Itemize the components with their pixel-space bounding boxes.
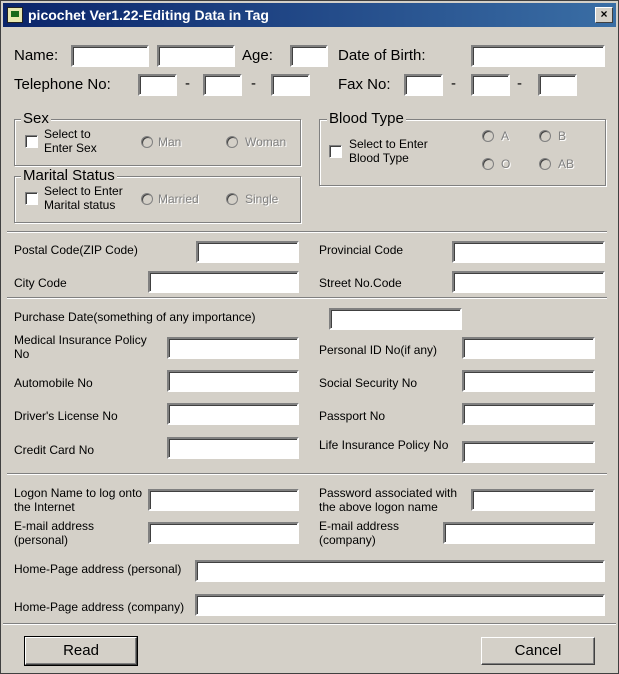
blood-b-radio[interactable] [539,130,551,142]
sex-group-title: Sex [23,110,49,127]
email-company-input[interactable] [443,522,595,544]
fax-part3-input[interactable] [538,74,577,96]
social-security-input[interactable] [462,370,595,392]
blood-type-checkbox[interactable] [329,145,342,158]
telephone-dash-1: - [185,75,190,92]
postal-code-input[interactable] [196,241,299,263]
blood-type-group-title: Blood Type [329,110,404,127]
homepage-company-input[interactable] [195,594,605,616]
password-input[interactable] [471,489,595,511]
sex-checkbox-label: Select to Enter Sex [44,127,97,155]
sex-man-radio[interactable] [141,136,153,148]
app-icon [7,7,23,23]
postal-code-label: Postal Code(ZIP Code) [14,243,138,257]
marital-group-title: Marital Status [23,167,115,184]
homepage-personal-label: Home-Page address (personal) [14,562,182,576]
age-label: Age: [242,47,273,64]
marital-checkbox[interactable] [25,192,38,205]
passport-label: Passport No [319,409,386,423]
street-code-input[interactable] [452,271,605,293]
telephone-dash-2: - [251,75,256,92]
title-bar[interactable] [3,3,616,27]
sex-man-label: Man [158,135,182,149]
email-personal-input[interactable] [148,522,299,544]
blood-ab-label: AB [558,157,575,171]
blood-type-checkbox-label: Select to Enter Blood Type [349,137,428,165]
logon-name-input[interactable] [148,489,299,511]
telephone-part3-input[interactable] [271,74,310,96]
social-security-label: Social Security No [319,376,418,390]
provincial-code-input[interactable] [452,241,605,263]
blood-b-label: B [558,129,567,143]
drivers-license-label: Driver's License No [14,409,118,423]
drivers-license-input[interactable] [167,403,299,425]
age-input[interactable] [290,45,328,67]
telephone-part2-input[interactable] [203,74,242,96]
separator-3 [7,473,607,475]
marital-married-radio[interactable] [141,193,153,205]
medical-insurance-input[interactable] [167,337,299,359]
personal-id-label: Personal ID No(if any) [319,343,438,357]
window-title: picochet Ver1.22-Editing Data in Tag [28,7,269,23]
close-button[interactable]: × [595,7,613,23]
marital-single-radio[interactable] [226,193,238,205]
sex-checkbox[interactable] [25,135,38,148]
purchase-date-label: Purchase Date(something of any importance) [14,310,256,324]
separator-4 [3,623,616,625]
email-company-label: E-mail address (company) [319,519,400,547]
email-personal-label: E-mail address (personal) [14,519,95,547]
fax-part2-input[interactable] [471,74,510,96]
fax-dash-1: - [451,75,456,92]
logon-name-label: Logon Name to log onto the Internet [14,486,143,514]
marital-married-label: Married [158,192,199,206]
city-code-label: City Code [14,276,67,290]
name-label: Name: [14,47,59,64]
telephone-part1-input[interactable] [138,74,177,96]
marital-single-label: Single [245,192,279,206]
blood-a-label: A [501,129,510,143]
fax-part1-input[interactable] [404,74,443,96]
sex-woman-radio[interactable] [226,136,238,148]
blood-o-label: O [501,157,511,171]
sex-woman-label: Woman [245,135,287,149]
password-label: Password associated with the above logon name [319,486,458,514]
marital-checkbox-label: Select to Enter Marital status [44,184,123,212]
life-insurance-input[interactable] [462,441,595,463]
telephone-label: Telephone No: [14,76,111,93]
homepage-personal-input[interactable] [195,560,605,582]
street-code-label: Street No.Code [319,276,402,290]
separator-1 [7,231,607,233]
medical-insurance-label: Medical Insurance Policy No [14,333,147,361]
credit-card-label: Credit Card No [14,443,95,457]
provincial-code-label: Provincial Code [319,243,404,257]
automobile-input[interactable] [167,370,299,392]
fax-label: Fax No: [338,76,391,93]
first-name-input[interactable] [71,45,149,67]
separator-2 [7,297,607,299]
passport-input[interactable] [462,403,595,425]
life-insurance-label: Life Insurance Policy No [319,438,449,452]
city-code-input[interactable] [148,271,299,293]
last-name-input[interactable] [157,45,235,67]
purchase-date-input[interactable] [329,308,462,330]
cancel-button[interactable]: Cancel [481,637,595,665]
fax-dash-2: - [517,75,522,92]
blood-o-radio[interactable] [482,158,494,170]
homepage-company-label: Home-Page address (company) [14,600,185,614]
dob-input[interactable] [471,45,605,67]
credit-card-input[interactable] [167,437,299,459]
personal-id-input[interactable] [462,337,595,359]
dob-label: Date of Birth: [338,47,426,64]
read-button[interactable]: Read [25,637,137,665]
automobile-label: Automobile No [14,376,93,390]
blood-a-radio[interactable] [482,130,494,142]
blood-ab-radio[interactable] [539,158,551,170]
